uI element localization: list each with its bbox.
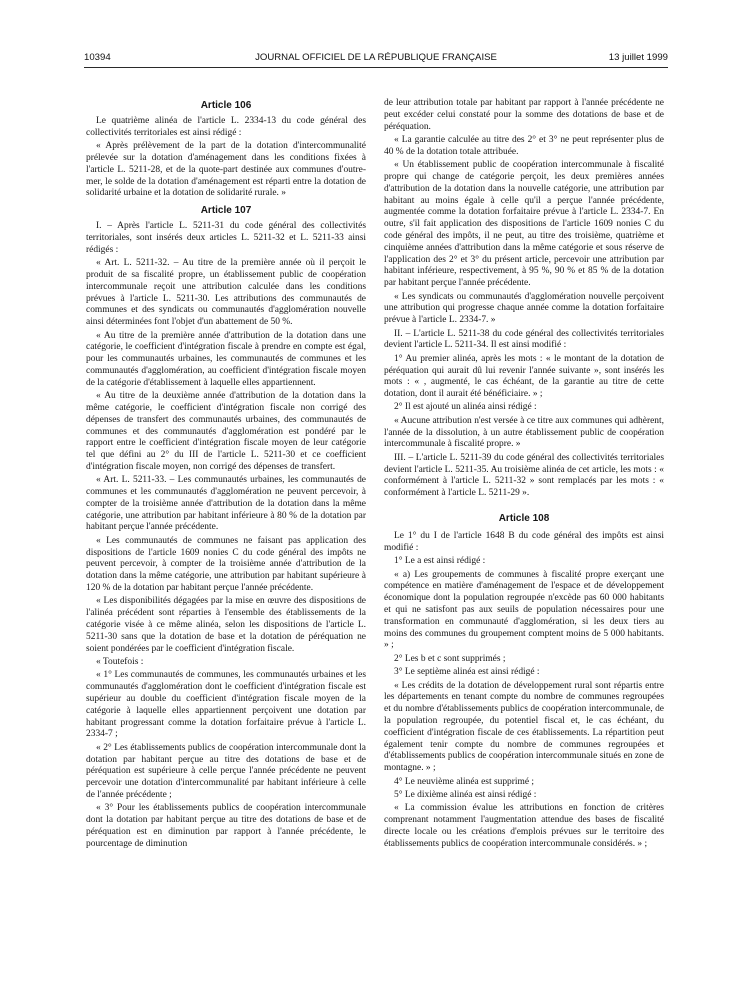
paragraph: « La garantie calculée au titre des 2° et 3° ne peut représenter plus de 40 % de la dotation totale attribuée. [384,134,664,157]
paragraph: « Aucune attribution n'est versée à ce titre aux communes qui adhèrent, l'année de la dissolution, à un autre établissement public de coopération intercommunale à fiscalité propre. » [384,415,664,450]
article-heading: Article 106 [200,100,252,111]
paragraph: « Un établissement public de coopération intercommunale à fiscalité propre qui change de catégorie perçoit, les deux premières années d'attribution de la dotation dans la nouvelle catégorie, une attribution par habitant au moins égale à celle qu'il a perçue l'année précédente, augmentée comme la dotation forfaitaire prévue à l'article L. 2334-7. En outre, s'il fait application des dispositions de l'article 1609 nonies C du code général des impôts, il ne peut, au titre des troisième, quatrième et cinquième années d'attribution dans la même catégorie et sous réserve de l'application des 2° et 3° du présent article, percevoir une attribution par habitant inférieure, respectivement, à 95 %, 90 % et 85 % de la dotation par habitant perçue l'année précédente. [384,160,664,289]
paragraph: « Les communautés de communes ne faisant pas application des dispositions de l'article 1609 nonies C du code général des impôts ne peuvent percevoir, à compter de la troisième année d'attribution de la dotation dans la même catégorie, une attribution par habitant supérieure à 120 % de la dotation par habitant perçue l'année précédente. [86,535,366,594]
paragraph: 3° Le septième alinéa est ainsi rédigé : [394,667,540,678]
paragraph: Le quatrième alinéa de l'article L. 2334-13 du code général des collectivités territoriales est ainsi rédigé : [86,116,366,138]
paragraph: I. – Après l'article L. 5211-31 du code général des collectivités territoriales, sont insérés deux articles L. 5211-32 et L. 5211-33 ainsi rédigés : [86,221,366,255]
issue-date: 13 juillet 1999 [608,52,668,63]
paragraph: « Après prélèvement de la part de la dotation d'intercommunalité prélevée sur la dotation d'aménagement dans les conditions fixées à l'article L. 5211-28, et de la quote-part destinée aux communes d'outre-mer, le solde de la dotation d'aménagement est réparti entre la dotation de solidarité urbaine et la dotation de solidarité rurale. » [86,141,366,199]
header-rule [84,67,668,68]
left-column [86,97,366,852]
paragraph: 5° Le dixième alinéa est ainsi rédigé : [394,789,537,800]
paragraph: « Les disponibilités dégagées par la mise en œuvre des dispositions de l'alinéa précédent sont réparties à l'ensemble des établissements de la catégorie visée à ce même alinéa, selon les dispositions de l'article L. 5211-30 sans que la dotation de base et la dotation de péréquation ne soient pondérées par le coefficient d'intégration fiscale. [86,596,366,654]
paragraph: 4° Le neuvième alinéa est supprimé ; [394,776,535,787]
paragraph: 2° Il est ajouté un alinéa ainsi rédigé : [394,402,537,413]
paragraph: « Les crédits de la dotation de développement rural sont répartis entre les départements en tenant compte du nombre de communes regroupées et du nombre d'établissements publics de coopération intercommunale, de la population regroupée, du potentiel fiscal et, le cas échéant, du coefficient d'intégration fiscale de ces établissements. La répartition peut également tenir compte du nombre de communes regroupées et d'établissements publics de coopération intercommunale situés en zone de montagne. » ; [384,680,664,774]
paragraph: « 1° Les communautés de communes, les communautés urbaines et les communautés d'agglomération dont le coefficient d'intégration fiscale est supérieur au double du coefficient d'intégration fiscale moyen de la catégorie à laquelle elles appartiennent perçoivent une dotation par habitant progressant comme la dotation forfaitaire prévue à l'article L. 2334-7 ; [86,670,366,740]
paragraph: « a) Les groupements de communes à fiscalité propre exerçant une compétence en matière d'aménagement de l'espace et de développement économique dont la population regroupée n'excède pas 60 000 habitants et qui ne satisfont pas aux seuils de population nécessaires pour une transformation en communauté d'agglomération, si les deux tiers au moins des communes du groupement comptent moins de 5 000 habitants. » ; [384,569,664,651]
page-header [84,52,668,66]
paragraph: « Toutefois : [96,657,144,668]
paragraph: « Art. L. 5211-33. – Les communautés urbaines, les communautés de communes et les communautés d'agglomération ne peuvent percevoir, à compter de la troisième année d'attribution de la dotation dans la même catégorie, une attribution par habitant inférieure à 80 % de la dotation par habitant perçue l'année précédente. [86,475,366,533]
paragraph: « 2° Les établissements publics de coopération intercommunale dont la dotation par habitant perçue au titre des dotations de base et de péréquation est supérieure à celle perçue l'année précédente ne peuvent percevoir une dotation d'intercommunalité par habitant inférieure à celle de l'année précédente ; [86,742,366,800]
paragraph: 1° Au premier alinéa, après les mots : « le montant de la dotation de péréquation qui aurait dû lui revenir l'année suivante », sont insérés les mots : « , augmenté, le cas échéant, de la garantie au titre de cette dotation, dont il aurait été bénéficiaire. » ; [384,353,664,400]
paragraph: « 3° Pour les établissements publics de coopération intercommunale dont la dotation par habitant perçue au titre des dotations de base et de péréquation est en diminution par rapport à l'année précédente, le pourcentage de diminution [86,803,366,849]
paragraph: Le 1° du I de l'article 1648 B du code général des impôts est ainsi modifié : [384,531,664,553]
paragraph: 1° Le a est ainsi rédigé : [394,556,486,567]
journal-title: JOURNAL OFFICIEL DE LA RÉPUBLIQUE FRANÇAISE [255,52,497,63]
paragraph: « Art. L. 5211-32. – Au titre de la première année où il perçoit le produit de sa fiscalité propre, un établissement public de coopération intercommunale reçoit une attribution calculée dans les conditions prévues à l'article L. 5211-30. Les attributions des communautés de communes et des syndicats ou communautés d'agglomération nouvelle ainsi déterminées font l'objet d'un abattement de 50 %. [86,258,366,328]
paragraph: 2° Les b et c sont supprimés ; [394,653,506,664]
paragraph: « Les syndicats ou communautés d'agglomération nouvelle perçoivent une attribution qui progresse chaque année comme la dotation forfaitaire prévue à l'article L. 2334-7. » [384,291,664,326]
paragraph: III. – L'article L. 5211-39 du code général des collectivités territoriales devient l'article L. 5211-35. Au troisième alinéa de cet article, les mots : « conformément à l'article L. 5211-32 » sont remplacés par les mots : « conformément à l'article L. 5211-29 ». [384,452,664,499]
article-heading: Article 107 [200,205,252,217]
paragraph: « Au titre de la deuxième année d'attribution de la dotation dans la même catégorie, le coefficient d'intégration fiscale non corrigé des dépenses de transfert des communautés urbaines, des communautés de communes et des communautés d'agglomération est pondéré par le rapport entre le coefficient d'intégration fiscale moyen de leur catégorie tel que défini au 2° du III de l'article L. 5211-30 et ce coefficient d'intégration fiscale moyen, non corrigé des dépenses de transfert. [86,391,366,472]
page-number: 10394 [84,52,111,63]
paragraph: II. – L'article L. 5211-38 du code général des collectivités territoriales devient l'article L. 5211-34. Il est ainsi modifié : [384,328,664,351]
paragraph: « Au titre de la première année d'attribution de la dotation dans une catégorie, le coefficient d'intégration fiscale à prendre en compte est égal, pour les communautés urbaines, les communautés de communes et les communautés d'agglomération, au coefficient d'intégration fiscale moyen de la catégorie d'établissement à laquelle elles appartiennent. [86,330,366,388]
paragraph: de leur attribution totale par habitant par rapport à l'année précédente ne peut excéder celui constaté pour la somme des dotations de base et de péréquation. [384,98,664,132]
right-column [384,98,664,852]
paragraph: « La commission évalue les attributions en fonction de critères comprenant notamment l'augmentation attendue des bases de fiscalité directe locale ou les créations d'emplois prévues sur le territoire des établissements publics de coopération intercommunale considérés. » ; [384,803,664,849]
article-heading: Article 108 [498,513,550,525]
